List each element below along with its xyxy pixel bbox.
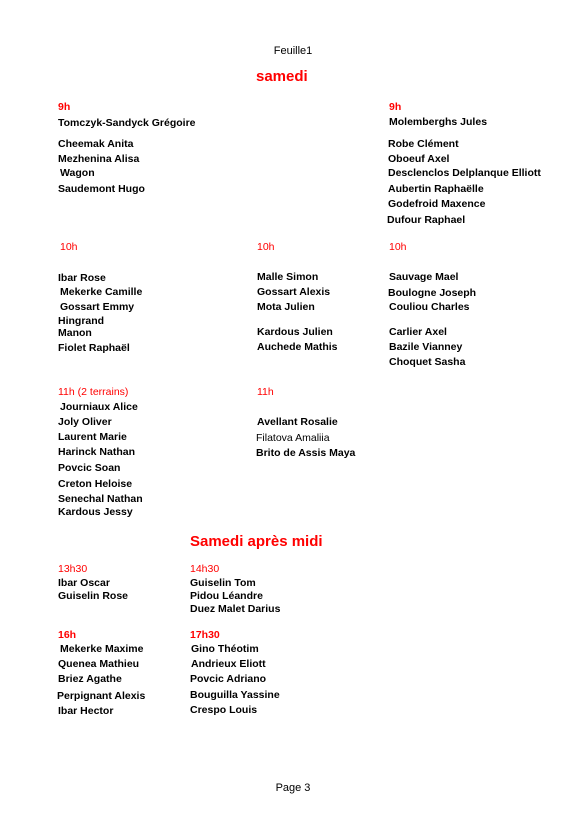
player-name: Oboeuf Axel: [388, 153, 450, 165]
player-name: Choquet Sasha: [389, 356, 466, 368]
player-name: Journiaux Alice: [60, 401, 138, 413]
player-name: Senechal Nathan: [58, 493, 143, 505]
time-10h-left: 10h: [60, 241, 78, 253]
player-name: Couliou Charles: [389, 301, 470, 313]
player-name: Bouguilla Yassine: [190, 689, 280, 701]
player-name: Robe Clément: [388, 138, 459, 150]
player-name: Perpignant Alexis: [57, 690, 146, 702]
player-name: Ibar Rose: [58, 272, 106, 284]
player-name: Desclenclos Delplanque Elliott: [388, 167, 541, 179]
player-name: Mekerke Camille: [60, 286, 143, 298]
player-name: Joly Oliver: [58, 416, 112, 428]
player-name: Manon: [58, 327, 92, 339]
player-name: Povcic Adriano: [190, 673, 267, 685]
player-name: Hingrand: [58, 315, 105, 327]
player-name: Andrieux Eliott: [191, 658, 266, 670]
time-10h-middle: 10h: [257, 241, 275, 253]
player-name: Kardous Julien: [257, 326, 333, 338]
player-name: Briez Agathe: [58, 673, 122, 685]
player-name: Ibar Hector: [58, 705, 114, 717]
time-10h-right: 10h: [389, 241, 407, 253]
player-name: Harinck Nathan: [58, 446, 136, 458]
player-name: Duez Malet Darius: [190, 603, 281, 615]
player-name: Boulogne Joseph: [388, 287, 477, 299]
time-11h-left: 11h (2 terrains): [58, 386, 129, 398]
player-name: Ibar Oscar: [58, 577, 110, 589]
player-name: Molemberghs Jules: [389, 116, 488, 128]
time-9h-right: 9h: [389, 101, 402, 113]
player-name: Bazile Vianney: [389, 341, 463, 353]
player-name: Gossart Emmy: [60, 301, 135, 313]
player-name: Pidou Léandre: [190, 590, 263, 602]
player-name: Avellant Rosalie: [257, 416, 338, 428]
player-name: Auchede Mathis: [257, 341, 338, 353]
player-name: Filatova Amaliia: [256, 432, 330, 444]
player-name: Carlier Axel: [389, 326, 447, 338]
player-name: Dufour Raphael: [387, 214, 466, 226]
player-name: Sauvage Mael: [389, 271, 459, 283]
player-name: Quenea Mathieu: [58, 658, 140, 670]
time-14h30: 14h30: [190, 563, 220, 575]
player-name: Kardous Jessy: [58, 506, 133, 518]
player-name: Crespo Louis: [190, 704, 258, 716]
player-name: Brito de Assis Maya: [256, 447, 356, 459]
section-title-samedi-apres-midi: Samedi après midi: [190, 533, 323, 550]
player-name: Tomczyk-Sandyck Grégoire: [58, 117, 196, 129]
player-name: Fiolet Raphaël: [58, 342, 130, 354]
player-name: Povcic Soan: [58, 462, 121, 474]
player-name: Guiselin Rose: [58, 590, 129, 602]
time-11h-middle: 11h: [257, 386, 274, 398]
player-name: Cheemak Anita: [58, 138, 134, 150]
page-number: Page 3: [275, 782, 311, 794]
player-name: Malle Simon: [257, 271, 319, 283]
player-name: Saudemont Hugo: [58, 183, 145, 195]
player-name: Guiselin Tom: [190, 577, 256, 589]
player-name: Laurent Marie: [58, 431, 127, 443]
time-13h30: 13h30: [58, 563, 88, 575]
sheet-name: Feuille1: [273, 45, 313, 57]
player-name: Wagon: [60, 167, 95, 179]
player-name: Godefroid Maxence: [388, 198, 486, 210]
player-name: Mota Julien: [257, 301, 315, 313]
player-name: Mezhenina Alisa: [58, 153, 140, 165]
time-9h-left: 9h: [58, 101, 71, 113]
player-name: Gino Théotim: [191, 643, 259, 655]
player-name: Creton Heloise: [58, 478, 133, 490]
player-name: Gossart Alexis: [257, 286, 331, 298]
player-name: Mekerke Maxime: [60, 643, 144, 655]
player-name: Aubertin Raphaëlle: [388, 183, 484, 195]
time-16h: 16h: [58, 629, 77, 641]
section-title-samedi: samedi: [256, 68, 308, 85]
time-17h30: 17h30: [190, 629, 220, 641]
